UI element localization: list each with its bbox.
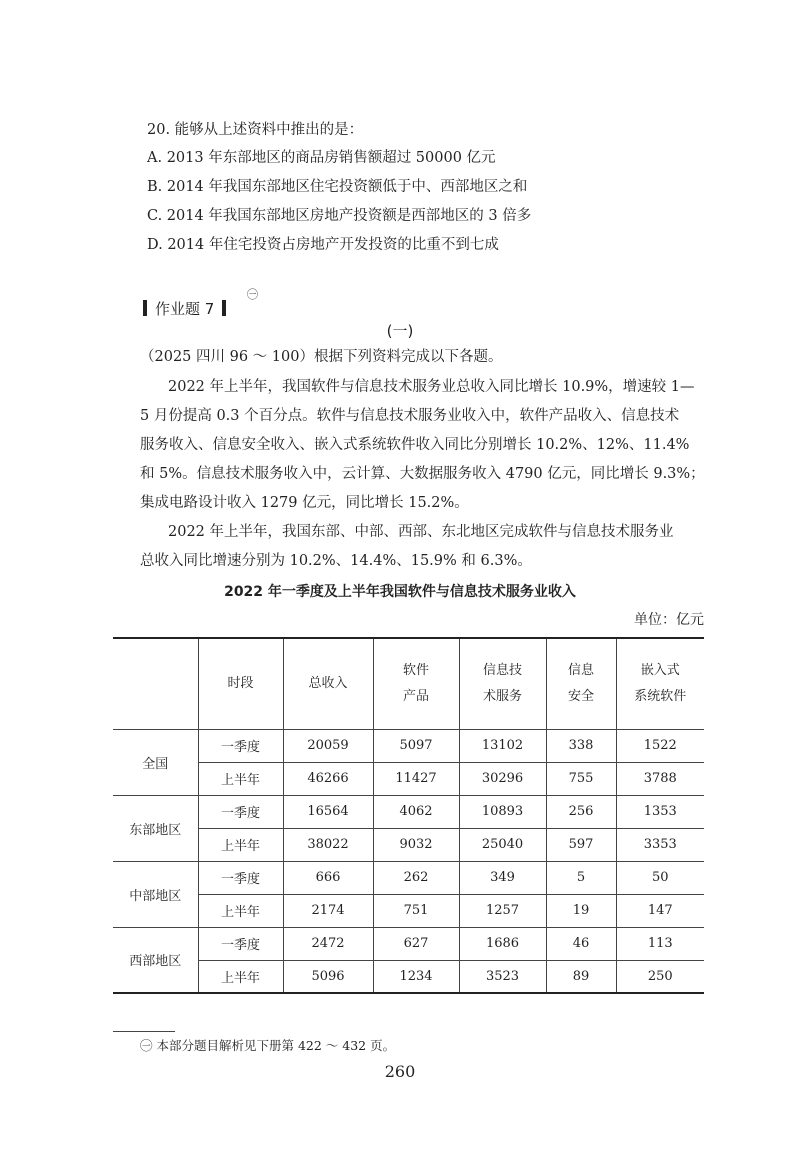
period-cell: 一季度 — [198, 861, 283, 894]
period-cell: 上半年 — [198, 960, 283, 993]
table-title: 2022 年一季度及上半年我国软件与信息技术服务业收入 — [224, 584, 576, 600]
header-region-empty — [113, 638, 198, 729]
value-cell: 666 — [283, 861, 373, 894]
value-cell: 1522 — [616, 729, 704, 762]
header-period: 时段 — [198, 638, 283, 729]
value-cell: 4062 — [373, 795, 459, 828]
right-bar-icon — [222, 300, 226, 316]
question-stem: 20. 能够从上述资料中推出的是： — [147, 122, 364, 138]
option-a: A. 2013 年东部地区的商品房销售额超过 50000 亿元 — [147, 150, 496, 166]
value-cell: 13102 — [459, 729, 546, 762]
value-cell: 113 — [616, 927, 704, 960]
paragraph-1-line-4: 和 5%。信息技术服务收入中，云计算、大数据服务收入 4790 亿元，同比增长 9.3%； — [140, 466, 705, 482]
paragraph-1-line-3: 服务收入、信息安全收入、嵌入式系统软件收入同比分别增长 10.2%、12%、11.4% — [140, 437, 690, 453]
table-row — [113, 861, 704, 894]
value-cell: 3523 — [459, 960, 546, 993]
left-bar-icon — [143, 300, 147, 316]
value-cell: 89 — [546, 960, 616, 993]
table-row — [113, 795, 704, 828]
table-row — [113, 960, 704, 993]
header-total: 总收入 — [283, 638, 373, 729]
value-cell: 597 — [546, 828, 616, 861]
table-row — [113, 894, 704, 927]
region-national: 全国 — [113, 729, 198, 795]
value-cell: 38022 — [283, 828, 373, 861]
table-row — [113, 927, 704, 960]
value-cell: 349 — [459, 861, 546, 894]
period-cell: 一季度 — [198, 927, 283, 960]
footnote-marker-icon: ㊀ — [247, 288, 258, 301]
period-cell: 一季度 — [198, 795, 283, 828]
value-cell: 256 — [546, 795, 616, 828]
paragraph-2-line-1: 2022 年上半年，我国东部、中部、西部、东北地区完成软件与信息技术服务业 — [168, 524, 674, 540]
table-row — [113, 828, 704, 861]
value-cell: 338 — [546, 729, 616, 762]
value-cell: 46 — [546, 927, 616, 960]
footnote-rule — [113, 1031, 175, 1032]
value-cell: 19 — [546, 894, 616, 927]
value-cell: 50 — [616, 861, 704, 894]
table-unit: 单位：亿元 — [634, 612, 704, 628]
value-cell: 751 — [373, 894, 459, 927]
value-cell: 5 — [546, 861, 616, 894]
paragraph-2-line-2: 总收入同比增速分别为 10.2%、14.4%、15.9% 和 6.3%。 — [140, 553, 532, 569]
region-east: 东部地区 — [113, 795, 198, 861]
value-cell: 755 — [546, 762, 616, 795]
header-embedded: 嵌入式 系统软件 — [616, 638, 704, 729]
value-cell: 3788 — [616, 762, 704, 795]
revenue-table — [113, 637, 704, 994]
homework-header — [143, 296, 226, 320]
paragraph-1-line-1: 2022 年上半年，我国软件与信息技术服务业总收入同比增长 10.9%，增速较 1— — [168, 379, 695, 395]
header-security: 信息 安全 — [546, 638, 616, 729]
header-software: 软件 产品 — [373, 638, 459, 729]
section-number: (一) — [386, 322, 414, 340]
table-row — [113, 729, 704, 762]
value-cell: 10893 — [459, 795, 546, 828]
value-cell: 1234 — [373, 960, 459, 993]
page-number: 260 — [384, 1062, 416, 1081]
option-b: B. 2014 年我国东部地区住宅投资额低于中、西部地区之和 — [147, 179, 528, 195]
value-cell: 20059 — [283, 729, 373, 762]
option-d: D. 2014 年住宅投资占房地产开发投资的比重不到七成 — [147, 237, 499, 253]
value-cell: 11427 — [373, 762, 459, 795]
table-header-row — [113, 638, 704, 729]
footnote: ㊀ 本部分题目解析见下册第 422 ～ 432 页。 — [140, 1038, 396, 1053]
value-cell: 30296 — [459, 762, 546, 795]
value-cell: 5096 — [283, 960, 373, 993]
paragraph-1-line-5: 集成电路设计收入 1279 亿元，同比增长 15.2%。 — [140, 495, 469, 511]
value-cell: 147 — [616, 894, 704, 927]
value-cell: 1686 — [459, 927, 546, 960]
value-cell: 2472 — [283, 927, 373, 960]
period-cell: 一季度 — [198, 729, 283, 762]
value-cell: 627 — [373, 927, 459, 960]
value-cell: 5097 — [373, 729, 459, 762]
value-cell: 25040 — [459, 828, 546, 861]
homework-title: 作业题 7 — [155, 299, 215, 318]
value-cell: 2174 — [283, 894, 373, 927]
period-cell: 上半年 — [198, 828, 283, 861]
value-cell: 46266 — [283, 762, 373, 795]
value-cell: 250 — [616, 960, 704, 993]
intro-line: （2025 四川 96 ～ 100）根据下列资料完成以下各题。 — [140, 349, 503, 365]
value-cell: 1257 — [459, 894, 546, 927]
region-central: 中部地区 — [113, 861, 198, 927]
option-c: C. 2014 年我国东部地区房地产投资额是西部地区的 3 倍多 — [147, 208, 532, 224]
value-cell: 262 — [373, 861, 459, 894]
period-cell: 上半年 — [198, 894, 283, 927]
period-cell: 上半年 — [198, 762, 283, 795]
value-cell: 16564 — [283, 795, 373, 828]
value-cell: 3353 — [616, 828, 704, 861]
value-cell: 9032 — [373, 828, 459, 861]
header-it-service: 信息技 术服务 — [459, 638, 546, 729]
paragraph-1-line-2: 5 月份提高 0.3 个百分点。软件与信息技术服务业收入中，软件产品收入、信息技术 — [140, 408, 680, 424]
value-cell: 1353 — [616, 795, 704, 828]
table-row — [113, 762, 704, 795]
region-west: 西部地区 — [113, 927, 198, 993]
